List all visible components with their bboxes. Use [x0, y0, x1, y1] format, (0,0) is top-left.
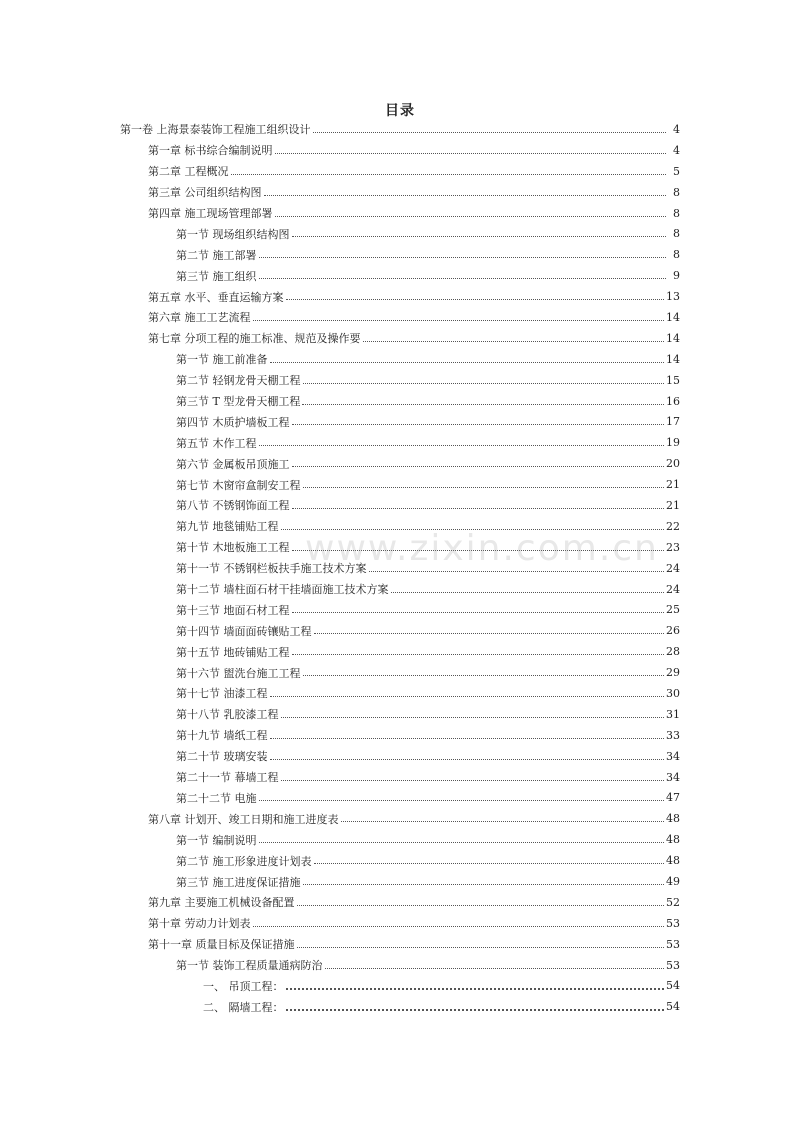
- dot-leader: [363, 341, 665, 342]
- toc-entry-page-number: 31: [666, 707, 680, 721]
- toc-entry[interactable]: [0, 432, 800, 453]
- toc-entry-title: 第八节 不锈钢饰面工程: [176, 499, 290, 513]
- toc-entry-title: 第十四节 墙面面砖镶贴工程: [176, 624, 312, 638]
- dot-leader: [292, 654, 665, 655]
- page-title: 目录: [385, 103, 415, 119]
- toc-entry-title: 一、 吊顶工程：: [203, 979, 284, 993]
- toc-entry[interactable]: [0, 349, 800, 370]
- toc-entry-page-number: 17: [666, 415, 680, 429]
- toc-entry-page-number: 26: [666, 624, 680, 638]
- toc-entry-title: 第十一节 不锈钢栏板扶手施工技术方案: [176, 562, 367, 576]
- dot-leader: [259, 257, 667, 258]
- dot-leader: [325, 968, 665, 969]
- dot-leader: [314, 633, 665, 634]
- toc-entry[interactable]: [0, 558, 800, 579]
- toc-entry-title: 第十三节 地面石材工程: [176, 603, 290, 617]
- toc-entry[interactable]: [0, 203, 800, 224]
- toc-entry[interactable]: [0, 453, 800, 474]
- dot-leader: [292, 612, 665, 613]
- dot-leader: [281, 717, 665, 718]
- dot-leader: [270, 696, 665, 697]
- toc-entry-page-number: 54: [666, 979, 680, 993]
- dot-leader: [314, 863, 665, 864]
- dot-leader: [286, 1009, 665, 1011]
- toc-entry-title: 第五节 木作工程: [176, 436, 257, 450]
- toc-entry[interactable]: [0, 829, 800, 850]
- toc-entry[interactable]: [0, 328, 800, 349]
- dot-leader: [275, 153, 667, 154]
- toc-entry[interactable]: [0, 683, 800, 704]
- toc-entry-title: 第一章 标书综合编制说明: [148, 144, 273, 158]
- dot-leader: [259, 842, 665, 843]
- toc-entry-title: 第一节 施工前准备: [176, 353, 268, 367]
- dot-leader: [303, 487, 665, 488]
- dot-leader: [391, 592, 665, 593]
- toc-entry[interactable]: [0, 892, 800, 913]
- toc-entry[interactable]: [0, 391, 800, 412]
- toc-entry-page-number: 53: [666, 958, 680, 972]
- toc-entry-page-number: 29: [666, 666, 680, 680]
- toc-entry-title: 第一节 现场组织结构图: [176, 227, 290, 241]
- toc-entry[interactable]: [0, 641, 800, 662]
- toc-entry-title: 第六节 金属板吊顶施工: [176, 457, 290, 471]
- toc-entry-page-number: 14: [666, 352, 680, 366]
- toc-entry-title: 第四节 木质护墙板工程: [176, 415, 290, 429]
- toc-list: [0, 119, 800, 1017]
- toc-entry[interactable]: [0, 662, 800, 683]
- dot-leader: [313, 132, 667, 133]
- dot-leader: [264, 195, 667, 196]
- toc-entry[interactable]: [0, 996, 800, 1017]
- dot-leader: [292, 424, 665, 425]
- toc-entry[interactable]: [0, 140, 800, 161]
- toc-entry-title: 第七章 分项工程的施工标准、规范及操作要: [148, 332, 361, 346]
- toc-entry-title: 第十六节 盥洗台施工工程: [176, 666, 301, 680]
- toc-entry[interactable]: [0, 411, 800, 432]
- dot-leader: [292, 550, 665, 551]
- toc-entry-title: 第三节 施工组织: [176, 269, 257, 283]
- toc-entry-title: 第十一章 质量目标及保证措施: [148, 938, 295, 952]
- toc-entry-page-number: 24: [666, 582, 680, 596]
- toc-entry-page-number: 22: [666, 519, 680, 533]
- toc-entry-page-number: 54: [666, 1000, 680, 1014]
- dot-leader: [231, 174, 667, 175]
- toc-entry[interactable]: [0, 474, 800, 495]
- toc-entry-title: 第二节 施工部署: [176, 248, 257, 262]
- toc-entry-page-number: 24: [666, 561, 680, 575]
- toc-entry-title: 第五章 水平、垂直运输方案: [148, 290, 284, 304]
- toc-entry-page-number: 30: [666, 686, 680, 700]
- toc-entry-page-number: 48: [666, 812, 680, 826]
- toc-entry-page-number: 21: [666, 498, 680, 512]
- toc-entry-title: 第七节 木窗帘盒制安工程: [176, 478, 301, 492]
- toc-entry[interactable]: [0, 808, 800, 829]
- toc-entry-page-number: 19: [666, 436, 680, 450]
- toc-entry[interactable]: [0, 599, 800, 620]
- toc-entry-title: 第十五节 地砖铺贴工程: [176, 645, 290, 659]
- toc-entry-page-number: 49: [666, 875, 680, 888]
- toc-entry[interactable]: [0, 537, 800, 558]
- watermark: www.zixin.com.cn: [305, 528, 659, 569]
- toc-entry-page-number: 4: [673, 122, 680, 136]
- toc-entry-title: 二、 隔墙工程：: [203, 1000, 284, 1014]
- toc-entry-title: 第十二节 墙柱面石材干挂墙面施工技术方案: [176, 583, 389, 597]
- toc-entry-title: 第十七节 油漆工程: [176, 687, 268, 701]
- toc-entry[interactable]: [0, 265, 800, 286]
- dot-leader: [286, 988, 665, 990]
- toc-entry-page-number: 15: [666, 373, 680, 387]
- toc-entry[interactable]: [0, 223, 800, 244]
- dot-leader: [259, 445, 665, 446]
- toc-entry-page-number: 13: [666, 290, 680, 304]
- toc-entry[interactable]: [0, 767, 800, 788]
- toc-entry-page-number: 14: [666, 331, 680, 345]
- toc-entry-page-number: 8: [673, 185, 680, 199]
- toc-entry-title: 第二章 工程概况: [148, 165, 229, 179]
- toc-entry[interactable]: [0, 871, 800, 892]
- dot-leader: [281, 780, 665, 781]
- toc-entry[interactable]: [0, 495, 800, 516]
- dot-leader: [341, 821, 665, 822]
- toc-entry-title: 第二十节 玻璃安装: [176, 750, 268, 764]
- toc-entry-page-number: 5: [673, 164, 680, 178]
- toc-entry-title: 第一卷 上海景泰装饰工程施工组织设计: [120, 123, 311, 137]
- toc-entry-page-number: 48: [666, 833, 680, 847]
- toc-entry-title: 第九节 地毯铺贴工程: [176, 520, 279, 534]
- toc-entry-page-number: 16: [666, 394, 680, 408]
- toc-entry-title: 第三节 T 型龙骨天棚工程: [176, 395, 301, 409]
- toc-entry-page-number: 9: [673, 269, 680, 283]
- toc-entry-page-number: 21: [666, 478, 680, 492]
- dot-leader: [286, 299, 665, 300]
- dot-leader: [259, 800, 665, 801]
- toc-entry-page-number: 53: [666, 937, 680, 951]
- toc-entry[interactable]: [0, 244, 800, 265]
- toc-entry-page-number: 14: [666, 310, 680, 324]
- toc-entry[interactable]: [0, 913, 800, 934]
- toc-entry-title: 第十节 木地板施工工程: [176, 541, 290, 555]
- toc-entry-page-number: 23: [666, 540, 680, 554]
- toc-entry-title: 第八章 计划开、竣工日期和施工进度表: [148, 812, 339, 826]
- toc-entry-title: 第十八节 乳胶漆工程: [176, 708, 279, 722]
- toc-entry-page-number: 25: [666, 603, 680, 617]
- toc-entry[interactable]: [0, 955, 800, 976]
- toc-entry-title: 第二节 施工形象进度计划表: [176, 854, 312, 868]
- toc-entry-page-number: 4: [673, 143, 680, 157]
- toc-entry[interactable]: [0, 725, 800, 746]
- toc-entry[interactable]: [0, 850, 800, 871]
- dot-leader: [259, 278, 667, 279]
- toc-entry[interactable]: [0, 370, 800, 391]
- dot-leader: [281, 529, 665, 530]
- toc-entry-page-number: 52: [666, 895, 680, 909]
- toc-entry[interactable]: [0, 516, 800, 537]
- toc-entry-page-number: 8: [673, 227, 680, 241]
- toc-entry-page-number: 33: [666, 728, 680, 742]
- dot-leader: [303, 884, 665, 885]
- toc-entry[interactable]: [0, 976, 800, 997]
- toc-entry-page-number: 8: [673, 206, 680, 220]
- toc-entry[interactable]: [0, 788, 800, 809]
- dot-leader: [270, 738, 665, 739]
- toc-entry-title: 第一节 编制说明: [176, 833, 257, 847]
- toc-entry-title: 第三章 公司组织结构图: [148, 186, 262, 200]
- toc-entry-title: 第六章 施工工艺流程: [148, 311, 251, 325]
- toc-entry-page-number: 53: [666, 916, 680, 930]
- toc-entry-title: 第四章 施工现场管理部署: [148, 207, 273, 220]
- toc-entry-page-number: 34: [666, 749, 680, 763]
- toc-entry-page-number: 47: [666, 791, 680, 805]
- toc-entry-title: 第二十二节 电施: [176, 791, 257, 805]
- toc-entry-title: 第十九节 墙纸工程: [176, 729, 268, 743]
- dot-leader: [302, 404, 664, 405]
- toc-entry[interactable]: [0, 704, 800, 725]
- dot-leader: [369, 571, 665, 572]
- toc-entry-title: 第三节 施工进度保证措施: [176, 875, 301, 889]
- dot-leader: [297, 947, 665, 948]
- dot-leader: [270, 759, 665, 760]
- toc-entry[interactable]: [0, 161, 800, 182]
- toc-entry-title: 第二十一节 幕墙工程: [176, 771, 279, 785]
- dot-leader: [292, 236, 667, 237]
- toc-entry-page-number: 48: [666, 854, 680, 868]
- toc-entry[interactable]: [0, 119, 800, 140]
- toc-entry-page-number: 8: [673, 248, 680, 262]
- toc-entry-page-number: 28: [666, 645, 680, 659]
- toc-entry-page-number: 34: [666, 770, 680, 784]
- toc-entry[interactable]: [0, 286, 800, 307]
- toc-entry[interactable]: [0, 182, 800, 203]
- toc-entry-title: 第一节 装饰工程质量通病防治: [176, 959, 323, 973]
- dot-leader: [292, 466, 665, 467]
- dot-leader: [303, 675, 665, 676]
- toc-entry[interactable]: [0, 934, 800, 955]
- toc-entry-title: 第九章 主要施工机械设备配置: [148, 896, 295, 910]
- dot-leader: [275, 216, 667, 217]
- dot-leader: [303, 383, 665, 384]
- dot-leader: [253, 926, 665, 927]
- toc-entry-page-number: 20: [666, 457, 680, 471]
- toc-entry[interactable]: [0, 620, 800, 641]
- dot-leader: [292, 508, 665, 509]
- toc-entry-title: 第十章 劳动力计划表: [148, 917, 251, 931]
- toc-entry-title: 第二节 轻钢龙骨天棚工程: [176, 374, 301, 388]
- dot-leader: [253, 320, 665, 321]
- toc-entry[interactable]: [0, 307, 800, 328]
- toc-entry[interactable]: [0, 746, 800, 767]
- dot-leader: [297, 905, 665, 906]
- toc-entry[interactable]: [0, 579, 800, 600]
- dot-leader: [270, 362, 665, 363]
